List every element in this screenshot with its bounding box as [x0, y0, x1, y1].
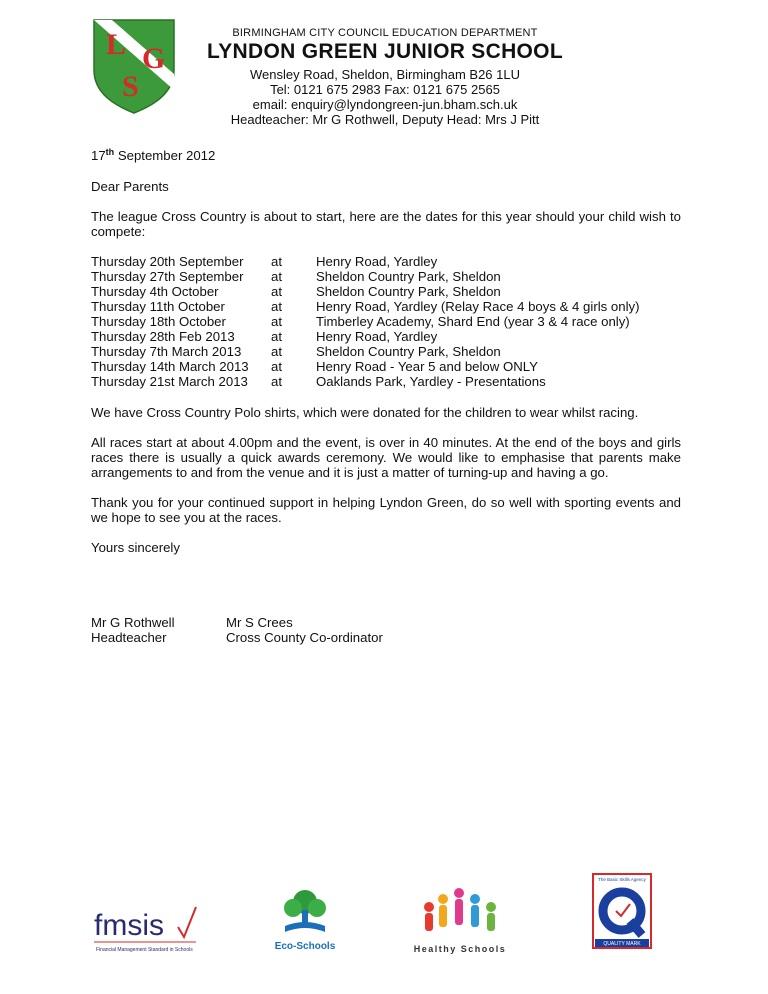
fixture-at: at [271, 374, 282, 389]
races-paragraph: All races start at about 4.00pm and the event, is over in 40 minutes. At the end of the boys and girls races there is usually a quick awards ceremony. We would like to emphasise that parents make arrangements to and from the venue and it is just a matter of turning-up and having a go. [91, 435, 681, 480]
quality-bottom-text: QUALITY MARK [603, 941, 641, 947]
fixture-row [91, 374, 639, 389]
school-crest-logo [92, 18, 176, 114]
fixture-row [91, 299, 639, 314]
fixture-date: Thursday 4th October [91, 284, 219, 299]
letterhead [190, 27, 580, 127]
fixture-venue: Henry Road, Yardley (Relay Race 4 boys & 4 girls only) [316, 299, 640, 314]
fixture-at: at [271, 299, 282, 314]
fixture-venue: Henry Road - Year 5 and below ONLY [316, 359, 538, 374]
healthy-figures-icon [415, 885, 505, 939]
fixture-date: Thursday 14th March 2013 [91, 359, 249, 374]
fixture-venue: Sheldon Country Park, Sheldon [316, 269, 501, 284]
fixtures-list [91, 254, 639, 389]
school-name: LYNDON GREEN JUNIOR SCHOOL [207, 40, 563, 63]
fixture-at: at [271, 344, 282, 359]
eco-schools-label: Eco-Schools [274, 941, 336, 952]
fixture-date: Thursday 21st March 2013 [91, 374, 248, 389]
fixture-date: Thursday 7th March 2013 [91, 344, 242, 359]
quality-mark-logo [592, 873, 652, 949]
signatory-name: Mr S Crees [226, 615, 293, 630]
quality-top-text: The Basic Skills Agency [598, 877, 646, 882]
fixture-row [91, 254, 639, 269]
fmsis-tagline: Financial Management Standard in Schools [96, 947, 193, 953]
intro-paragraph: The league Cross Country is about to start, here are the dates for this year should your child wish to compete: [91, 209, 681, 239]
closing: Yours sincerely [91, 540, 180, 555]
crest-letter-l: L [106, 28, 127, 61]
fixture-row [91, 269, 639, 284]
fmsis-logo [92, 895, 200, 955]
fixture-at: at [271, 284, 282, 299]
school-phone: Tel: 0121 675 2983 Fax: 0121 675 2565 [270, 82, 500, 97]
fixture-at: at [271, 254, 282, 269]
signatures [91, 615, 446, 645]
eco-tree-icon [279, 888, 331, 936]
fixture-date: Thursday 18th October [91, 314, 226, 329]
fixture-date: Thursday 20th September [91, 254, 244, 269]
fixture-at: at [271, 269, 282, 284]
fixture-venue: Timberley Academy, Shard End (year 3 & 4 race only) [316, 314, 630, 329]
fixture-venue: Sheldon Country Park, Sheldon [316, 344, 501, 359]
fixture-row [91, 329, 639, 344]
crest-letter-g: G [142, 42, 166, 75]
fixture-row [91, 284, 639, 299]
school-address: Wensley Road, Sheldon, Birmingham B26 1LU [249, 67, 521, 82]
crest-letter-s: S [122, 70, 139, 103]
signatory-role: Cross County Co-ordinator [226, 630, 383, 645]
eco-schools-logo [272, 888, 338, 954]
thanks-paragraph: Thank you for your continued support in helping Lyndon Green, do so well with sporting events and we hope to see you at the races. [91, 495, 681, 525]
school-email: email: enquiry@lyndongreen-jun.bham.sch.uk [252, 97, 518, 112]
fixture-date: Thursday 11th October [91, 299, 225, 314]
letter-date: 17th September 2012 [91, 147, 216, 163]
fmsis-wordmark: fmsis [94, 909, 164, 942]
department-name: BIRMINGHAM CITY COUNCIL EDUCATION DEPARTMENT [232, 27, 538, 39]
signatory-coordinator [226, 615, 446, 645]
fixture-row [91, 314, 639, 329]
fixture-date: Thursday 27th September [91, 269, 244, 284]
fixture-venue: Henry Road, Yardley [316, 329, 438, 344]
polo-paragraph: We have Cross Country Polo shirts, which were donated for the children to wear whilst racing. [91, 405, 639, 420]
fixture-row [91, 344, 639, 359]
signatory-headteacher [91, 615, 226, 645]
signatory-role: Headteacher [91, 630, 167, 645]
fixture-venue: Sheldon Country Park, Sheldon [316, 284, 501, 299]
fixture-date: Thursday 28th Feb 2013 [91, 329, 235, 344]
fixture-at: at [271, 329, 282, 344]
fixture-row [91, 359, 639, 374]
salutation: Dear Parents [91, 179, 169, 194]
fixture-venue: Oaklands Park, Yardley - Presentations [316, 374, 546, 389]
fixture-at: at [271, 359, 282, 374]
fixture-venue: Henry Road, Yardley [316, 254, 438, 269]
healthy-schools-label: Healthy Schools [413, 944, 507, 954]
fixture-at: at [271, 314, 282, 329]
healthy-schools-logo [407, 885, 513, 955]
signatory-name: Mr G Rothwell [91, 615, 175, 630]
school-staff: Headteacher: Mr G Rothwell, Deputy Head: Mrs J Pitt [230, 112, 540, 127]
